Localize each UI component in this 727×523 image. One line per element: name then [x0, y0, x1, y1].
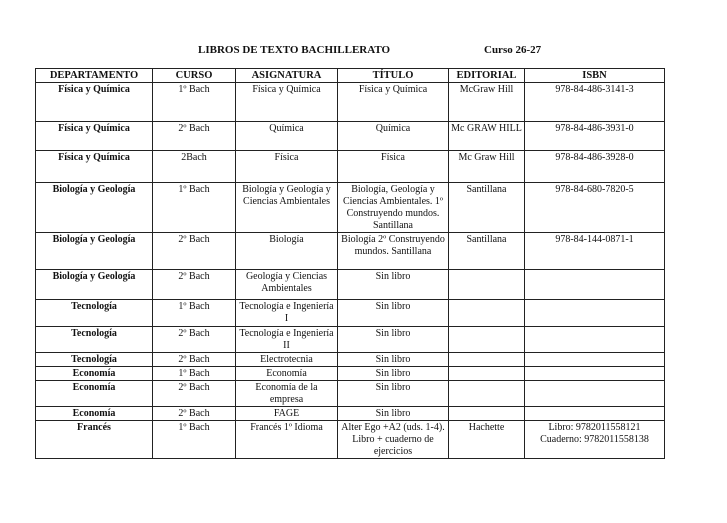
table-row: [36, 151, 665, 183]
cell-isbn: 978-84-144-0871-1: [525, 233, 665, 270]
table-row: [36, 233, 665, 270]
table-header-row: [36, 69, 665, 83]
cell-curso: 2º Bach: [153, 353, 236, 367]
table-row: [36, 183, 665, 233]
cell-asignatura: Electrotecnia: [236, 353, 338, 367]
table-row: [36, 407, 665, 421]
cell-departamento: Economía: [36, 381, 153, 407]
document-title: LIBROS DE TEXTO BACHILLERATO: [198, 44, 391, 56]
cell-asignatura: Física y Química: [236, 83, 338, 122]
cell-asignatura: FAGE: [236, 407, 338, 421]
cell-titulo: Sin libro: [338, 407, 449, 421]
cell-titulo: Sin libro: [338, 353, 449, 367]
cell-departamento: Biología y Geología: [36, 233, 153, 270]
cell-curso: 1º Bach: [153, 421, 236, 459]
cell-titulo: Química: [338, 122, 449, 151]
cell-curso: 2º Bach: [153, 407, 236, 421]
cell-isbn: [525, 353, 665, 367]
cell-isbn: [525, 270, 665, 300]
cell-titulo: Sin libro: [338, 270, 449, 300]
cell-titulo: Sin libro: [338, 367, 449, 381]
table-row: [36, 421, 665, 459]
cell-editorial: [449, 270, 525, 300]
table-row: [36, 367, 665, 381]
cell-editorial: [449, 353, 525, 367]
cell-isbn: 978-84-680-7820-5: [525, 183, 665, 233]
cell-curso: 2Bach: [153, 151, 236, 183]
cell-editorial: McGraw Hill: [449, 83, 525, 122]
isbn-cuaderno: Cuaderno: 9782011558138: [540, 434, 649, 445]
cell-editorial: [449, 327, 525, 353]
cell-departamento: Tecnología: [36, 300, 153, 327]
cell-isbn: [525, 327, 665, 353]
cell-curso: 2º Bach: [153, 122, 236, 151]
cell-asignatura: Biología: [236, 233, 338, 270]
cell-isbn: [525, 367, 665, 381]
column-header-curso: CURSO: [153, 69, 236, 83]
cell-curso: 1º Bach: [153, 367, 236, 381]
table-row: [36, 270, 665, 300]
cell-editorial: [449, 407, 525, 421]
cell-curso: 1º Bach: [153, 183, 236, 233]
cell-titulo: Física y Química: [338, 83, 449, 122]
table-row: [36, 353, 665, 367]
cell-editorial: Mc Graw Hill: [449, 151, 525, 183]
isbn-libro: Libro: 9782011558121: [548, 422, 641, 433]
cell-titulo: Sin libro: [338, 300, 449, 327]
course-year: Curso 26-27: [484, 44, 542, 56]
cell-editorial: Hachette: [449, 421, 525, 459]
table-row: [36, 83, 665, 122]
cell-isbn: [525, 300, 665, 327]
cell-asignatura: Tecnología e Ingeniería I: [236, 300, 338, 327]
cell-isbn: 978-84-486-3931-0: [525, 122, 665, 151]
table-row: [36, 381, 665, 407]
cell-isbn: 978-84-486-3928-0: [525, 151, 665, 183]
cell-asignatura: Química: [236, 122, 338, 151]
cell-editorial: [449, 381, 525, 407]
cell-departamento: Economía: [36, 407, 153, 421]
cell-isbn: 978-84-486-3141-3: [525, 83, 665, 122]
cell-departamento: Física y Química: [36, 151, 153, 183]
cell-isbn: [525, 421, 665, 459]
cell-editorial: [449, 367, 525, 381]
cell-curso: 2º Bach: [153, 270, 236, 300]
cell-curso: 2º Bach: [153, 233, 236, 270]
cell-asignatura: Física: [236, 151, 338, 183]
cell-titulo: Alter Ego +A2 (uds. 1-4). Libro + cuaderno de ejercicios: [338, 421, 449, 459]
cell-asignatura: Biología y Geología y Ciencias Ambientales: [236, 183, 338, 233]
cell-departamento: Física y Química: [36, 122, 153, 151]
textbooks-table: [35, 68, 665, 459]
cell-curso: 2º Bach: [153, 381, 236, 407]
cell-isbn: [525, 407, 665, 421]
table-row: [36, 327, 665, 353]
cell-curso: 2º Bach: [153, 327, 236, 353]
cell-editorial: [449, 300, 525, 327]
column-header-isbn: ISBN: [525, 69, 665, 83]
column-header-asignatura: ASIGNATURA: [236, 69, 338, 83]
cell-curso: 1º Bach: [153, 83, 236, 122]
cell-titulo: Sin libro: [338, 381, 449, 407]
cell-titulo: Biología, Geología y Ciencias Ambientales. 1º Construyendo mundos. Santillana: [338, 183, 449, 233]
cell-editorial: Santillana: [449, 233, 525, 270]
cell-titulo: Física: [338, 151, 449, 183]
cell-editorial: Mc GRAW HILL: [449, 122, 525, 151]
cell-departamento: Física y Química: [36, 83, 153, 122]
cell-departamento: Tecnología: [36, 353, 153, 367]
cell-titulo: Biología 2º Construyendo mundos. Santillana: [338, 233, 449, 270]
cell-isbn: [525, 381, 665, 407]
cell-asignatura: Tecnología e Ingeniería II: [236, 327, 338, 353]
cell-titulo: Sin libro: [338, 327, 449, 353]
cell-asignatura: Francés 1º Idioma: [236, 421, 338, 459]
column-header-editorial: EDITORIAL: [449, 69, 525, 83]
cell-departamento: Economía: [36, 367, 153, 381]
cell-departamento: Francés: [36, 421, 153, 459]
table-row: [36, 122, 665, 151]
cell-asignatura: Geología y Ciencias Ambientales: [236, 270, 338, 300]
cell-departamento: Biología y Geología: [36, 270, 153, 300]
column-header-titulo: TÍTULO: [338, 69, 449, 83]
cell-asignatura: Economía: [236, 367, 338, 381]
cell-departamento: Tecnología: [36, 327, 153, 353]
cell-departamento: Biología y Geología: [36, 183, 153, 233]
cell-editorial: Santillana: [449, 183, 525, 233]
cell-curso: 1º Bach: [153, 300, 236, 327]
cell-asignatura: Economía de la empresa: [236, 381, 338, 407]
column-header-departamento: DEPARTAMENTO: [36, 69, 153, 83]
table-row: [36, 300, 665, 327]
